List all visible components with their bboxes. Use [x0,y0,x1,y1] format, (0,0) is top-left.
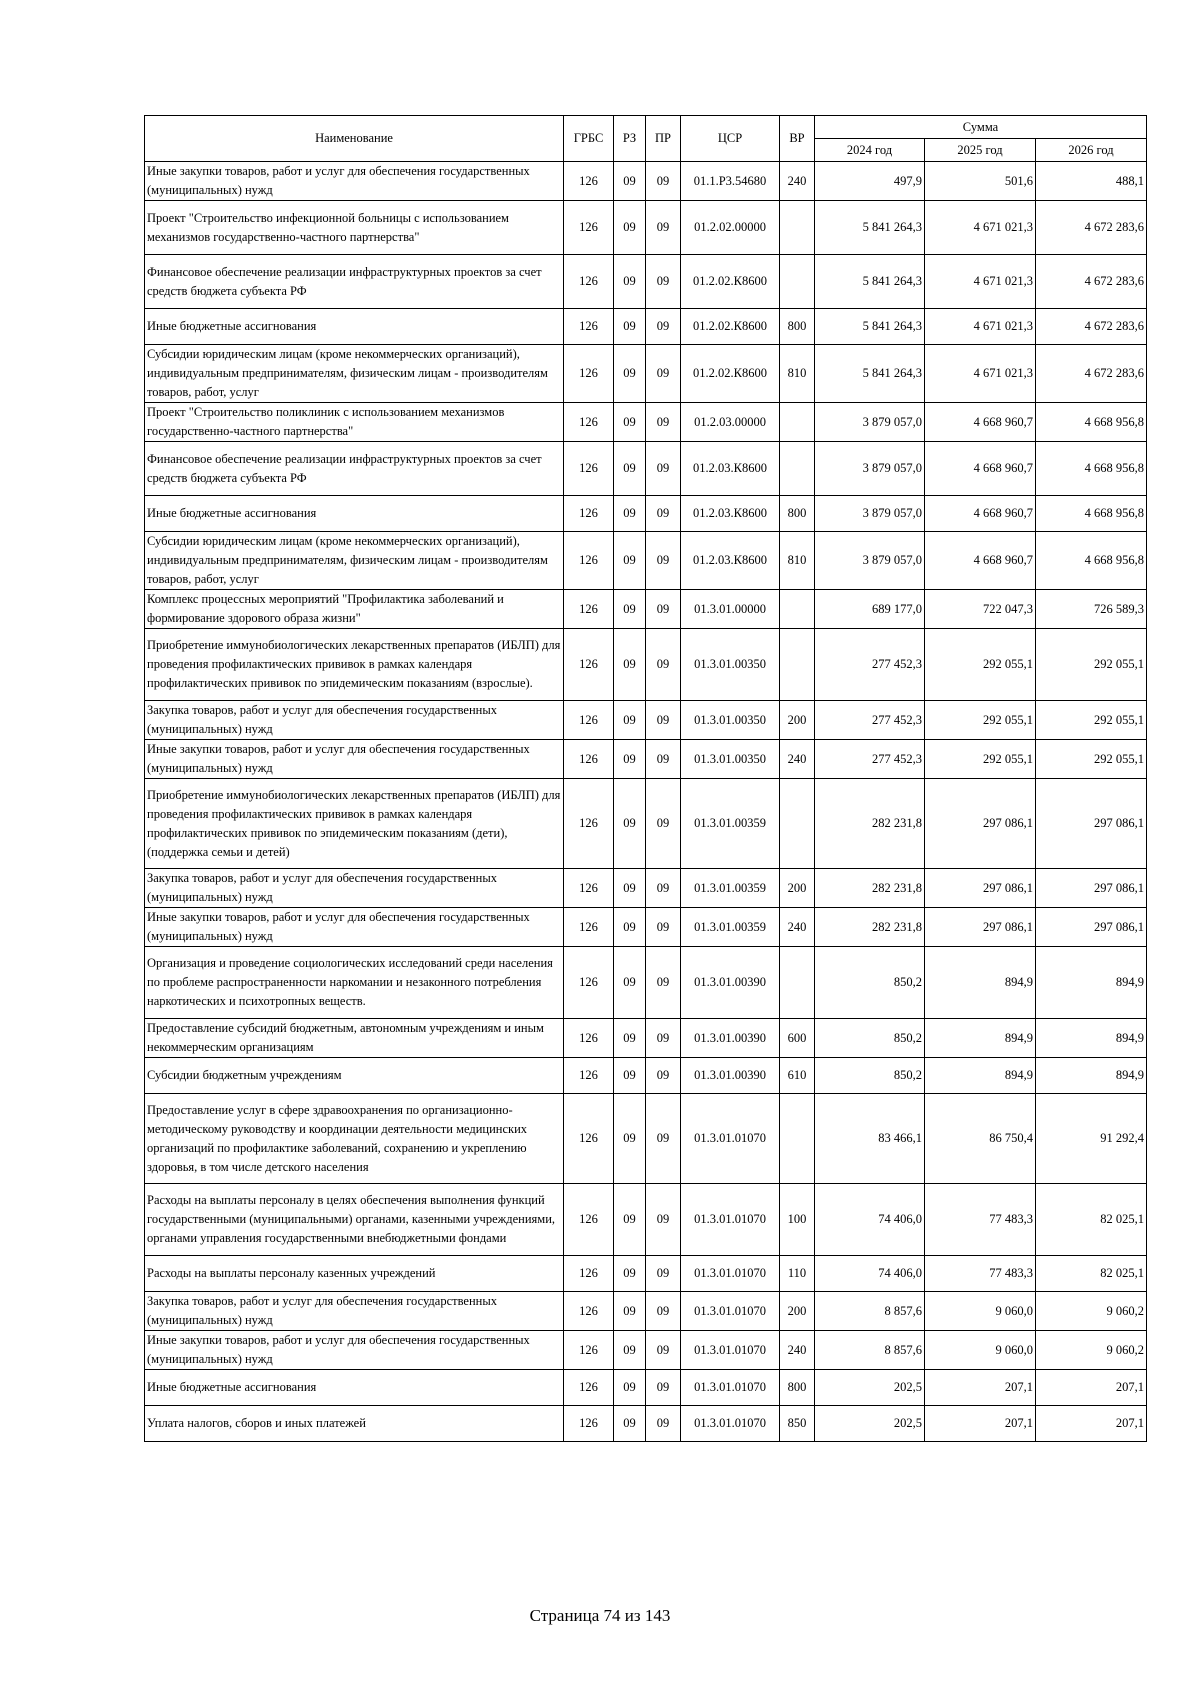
row-vr: 100 [780,1184,815,1256]
row-name: Закупка товаров, работ и услуг для обеспечения государственных (муниципальных) нужд [145,1292,564,1331]
row-csr: 01.3.01.00390 [681,1019,780,1058]
row-sum-2024: 3 879 057,0 [815,496,925,532]
row-grbs: 126 [564,1058,614,1094]
row-name: Финансовое обеспечение реализации инфраструктурных проектов за счет средств бюджета субъекта РФ [145,255,564,309]
row-vr [780,201,815,255]
header-year-2026: 2026 год [1036,139,1147,162]
row-sum-2024: 5 841 264,3 [815,345,925,403]
row-grbs: 126 [564,403,614,442]
row-sum-2024: 850,2 [815,947,925,1019]
row-sum-2025: 722 047,3 [925,590,1036,629]
table-header [145,116,1147,162]
row-name: Иные бюджетные ассигнования [145,1370,564,1406]
row-name: Иные закупки товаров, работ и услуг для обеспечения государственных (муниципальных) нужд [145,1331,564,1370]
row-sum-2025: 207,1 [925,1370,1036,1406]
row-sum-2026: 4 672 283,6 [1036,345,1147,403]
row-rz: 09 [614,162,646,201]
row-name: Иные закупки товаров, работ и услуг для обеспечения государственных (муниципальных) нужд [145,908,564,947]
row-vr [780,1094,815,1184]
row-grbs: 126 [564,1184,614,1256]
header-name: Наименование [145,116,564,162]
header-vr: ВР [780,116,815,162]
row-sum-2026: 4 672 283,6 [1036,255,1147,309]
row-rz: 09 [614,1058,646,1094]
row-rz: 09 [614,1370,646,1406]
row-pr: 09 [646,255,681,309]
row-sum-2025: 292 055,1 [925,629,1036,701]
row-sum-2025: 894,9 [925,1058,1036,1094]
row-csr: 01.3.01.01070 [681,1256,780,1292]
row-csr: 01.2.02.К8600 [681,345,780,403]
row-grbs: 126 [564,532,614,590]
row-pr: 09 [646,908,681,947]
row-rz: 09 [614,255,646,309]
row-csr: 01.2.02.К8600 [681,309,780,345]
budget-table [144,115,1147,1442]
row-vr: 110 [780,1256,815,1292]
row-sum-2024: 850,2 [815,1058,925,1094]
row-grbs: 126 [564,701,614,740]
table-row [145,403,1147,442]
row-grbs: 126 [564,947,614,1019]
row-vr [780,629,815,701]
row-name: Субсидии бюджетным учреждениям [145,1058,564,1094]
table-row [145,1058,1147,1094]
row-rz: 09 [614,403,646,442]
row-name: Иные бюджетные ассигнования [145,309,564,345]
row-sum-2025: 4 668 960,7 [925,442,1036,496]
row-name: Уплата налогов, сборов и иных платежей [145,1406,564,1442]
row-sum-2025: 501,6 [925,162,1036,201]
row-pr: 09 [646,779,681,869]
row-sum-2026: 82 025,1 [1036,1256,1147,1292]
row-name: Иные бюджетные ассигнования [145,496,564,532]
row-vr: 850 [780,1406,815,1442]
row-vr: 810 [780,532,815,590]
row-sum-2025: 297 086,1 [925,869,1036,908]
row-csr: 01.3.01.00350 [681,701,780,740]
row-vr: 200 [780,701,815,740]
row-pr: 09 [646,403,681,442]
row-pr: 09 [646,1292,681,1331]
row-sum-2025: 4 668 960,7 [925,532,1036,590]
row-pr: 09 [646,1094,681,1184]
row-csr: 01.2.02.К8600 [681,255,780,309]
row-sum-2024: 74 406,0 [815,1256,925,1292]
row-rz: 09 [614,1019,646,1058]
row-sum-2024: 277 452,3 [815,740,925,779]
table-row [145,590,1147,629]
row-sum-2024: 277 452,3 [815,629,925,701]
row-sum-2024: 3 879 057,0 [815,403,925,442]
table-row [145,740,1147,779]
table-row [145,629,1147,701]
row-csr: 01.3.01.00359 [681,869,780,908]
row-vr [780,590,815,629]
table-row [145,309,1147,345]
row-sum-2024: 689 177,0 [815,590,925,629]
row-sum-2025: 207,1 [925,1406,1036,1442]
row-name: Субсидии юридическим лицам (кроме некоммерческих организаций), индивидуальным предпринимателям, физическим лицам - производителям товаров, работ, услуг [145,345,564,403]
row-csr: 01.3.01.00000 [681,590,780,629]
row-rz: 09 [614,1292,646,1331]
row-pr: 09 [646,701,681,740]
row-pr: 09 [646,1256,681,1292]
row-pr: 09 [646,590,681,629]
row-rz: 09 [614,908,646,947]
row-sum-2026: 4 668 956,8 [1036,403,1147,442]
row-grbs: 126 [564,590,614,629]
row-sum-2026: 292 055,1 [1036,629,1147,701]
row-sum-2026: 297 086,1 [1036,908,1147,947]
row-name: Субсидии юридическим лицам (кроме некоммерческих организаций), индивидуальным предпринимателям, физическим лицам - производителям товаров, работ, услуг [145,532,564,590]
row-rz: 09 [614,701,646,740]
row-grbs: 126 [564,1019,614,1058]
row-grbs: 126 [564,779,614,869]
row-csr: 01.2.03.00000 [681,403,780,442]
row-sum-2026: 4 668 956,8 [1036,532,1147,590]
row-sum-2024: 5 841 264,3 [815,255,925,309]
row-vr [780,255,815,309]
row-sum-2026: 726 589,3 [1036,590,1147,629]
row-name: Приобретение иммунобиологических лекарственных препаратов (ИБЛП) для проведения профилактических прививок в рамках календаря профилактических прививок по эпидемическим показаниям (дети), (поддержка семьи и детей) [145,779,564,869]
row-sum-2026: 4 672 283,6 [1036,309,1147,345]
row-sum-2026: 4 668 956,8 [1036,442,1147,496]
row-sum-2025: 4 668 960,7 [925,403,1036,442]
row-csr: 01.3.01.00350 [681,740,780,779]
row-vr: 600 [780,1019,815,1058]
row-csr: 01.3.01.00390 [681,1058,780,1094]
row-sum-2025: 4 668 960,7 [925,496,1036,532]
table-row [145,255,1147,309]
row-csr: 01.2.03.К8600 [681,496,780,532]
row-sum-2025: 77 483,3 [925,1184,1036,1256]
row-vr: 800 [780,1370,815,1406]
row-rz: 09 [614,309,646,345]
row-name: Закупка товаров, работ и услуг для обеспечения государственных (муниципальных) нужд [145,869,564,908]
row-pr: 09 [646,442,681,496]
row-csr: 01.3.01.00359 [681,779,780,869]
table-row [145,1292,1147,1331]
row-csr: 01.3.01.01070 [681,1370,780,1406]
row-name: Предоставление субсидий бюджетным, автономным учреждениям и иным некоммерческим организациям [145,1019,564,1058]
row-csr: 01.3.01.00390 [681,947,780,1019]
row-sum-2026: 207,1 [1036,1406,1147,1442]
row-sum-2025: 4 671 021,3 [925,201,1036,255]
row-csr: 01.3.01.01070 [681,1292,780,1331]
row-rz: 09 [614,345,646,403]
row-sum-2026: 91 292,4 [1036,1094,1147,1184]
row-name: Комплекс процессных мероприятий "Профилактика заболеваний и формирование здорового образа жизни" [145,590,564,629]
row-vr: 800 [780,496,815,532]
row-grbs: 126 [564,1256,614,1292]
table-row [145,442,1147,496]
row-pr: 09 [646,162,681,201]
row-csr: 01.3.01.01070 [681,1184,780,1256]
row-pr: 09 [646,309,681,345]
row-rz: 09 [614,869,646,908]
table-row [145,1184,1147,1256]
table-row [145,532,1147,590]
row-sum-2024: 8 857,6 [815,1331,925,1370]
row-grbs: 126 [564,345,614,403]
row-sum-2025: 292 055,1 [925,740,1036,779]
row-sum-2025: 894,9 [925,947,1036,1019]
row-rz: 09 [614,1256,646,1292]
row-sum-2025: 297 086,1 [925,779,1036,869]
row-csr: 01.3.01.01070 [681,1406,780,1442]
row-sum-2025: 77 483,3 [925,1256,1036,1292]
row-sum-2025: 292 055,1 [925,701,1036,740]
row-pr: 09 [646,869,681,908]
row-name: Расходы на выплаты персоналу в целях обеспечения выполнения функций государственными (муниципальными) органами, казенными учреждениями, органами управления государственными внебюджетными фондами [145,1184,564,1256]
row-name: Расходы на выплаты персоналу казенных учреждений [145,1256,564,1292]
row-grbs: 126 [564,1292,614,1331]
row-grbs: 126 [564,869,614,908]
table-row [145,162,1147,201]
row-name: Иные закупки товаров, работ и услуг для обеспечения государственных (муниципальных) нужд [145,162,564,201]
table-row [145,1406,1147,1442]
row-sum-2024: 850,2 [815,1019,925,1058]
row-pr: 09 [646,1406,681,1442]
header-sum: Сумма [815,116,1147,139]
row-rz: 09 [614,629,646,701]
row-rz: 09 [614,779,646,869]
row-sum-2024: 5 841 264,3 [815,309,925,345]
row-csr: 01.3.01.01070 [681,1094,780,1184]
row-vr: 240 [780,162,815,201]
row-pr: 09 [646,1331,681,1370]
row-sum-2026: 4 672 283,6 [1036,201,1147,255]
row-grbs: 126 [564,442,614,496]
row-vr: 240 [780,740,815,779]
row-grbs: 126 [564,1094,614,1184]
row-rz: 09 [614,740,646,779]
table-row [145,1256,1147,1292]
row-grbs: 126 [564,629,614,701]
row-pr: 09 [646,345,681,403]
row-pr: 09 [646,496,681,532]
row-sum-2026: 82 025,1 [1036,1184,1147,1256]
header-grbs: ГРБС [564,116,614,162]
row-sum-2024: 3 879 057,0 [815,532,925,590]
row-vr [780,403,815,442]
row-grbs: 126 [564,1370,614,1406]
row-grbs: 126 [564,1331,614,1370]
row-csr: 01.2.02.00000 [681,201,780,255]
table-body [145,162,1147,1442]
row-csr: 01.3.01.01070 [681,1331,780,1370]
row-rz: 09 [614,1094,646,1184]
row-grbs: 126 [564,496,614,532]
row-csr: 01.1.Р3.54680 [681,162,780,201]
row-sum-2024: 202,5 [815,1370,925,1406]
row-pr: 09 [646,629,681,701]
row-vr: 800 [780,309,815,345]
row-csr: 01.2.03.К8600 [681,532,780,590]
table-row [145,908,1147,947]
row-grbs: 126 [564,201,614,255]
table-row [145,1094,1147,1184]
table-row [145,1019,1147,1058]
table-row [145,869,1147,908]
row-grbs: 126 [564,908,614,947]
table-row [145,779,1147,869]
row-sum-2026: 894,9 [1036,1019,1147,1058]
row-name: Предоставление услуг в сфере здравоохранения по организационно-методическому руководству и координации деятельности медицинских организаций по профилактике заболеваний, сохранению и укреплению здоровья, в том числе детского населения [145,1094,564,1184]
row-name: Закупка товаров, работ и услуг для обеспечения государственных (муниципальных) нужд [145,701,564,740]
row-rz: 09 [614,532,646,590]
row-pr: 09 [646,532,681,590]
header-csr: ЦСР [681,116,780,162]
row-vr [780,442,815,496]
header-pr: ПР [646,116,681,162]
row-vr: 200 [780,1292,815,1331]
row-vr [780,779,815,869]
row-vr: 200 [780,869,815,908]
row-rz: 09 [614,1331,646,1370]
row-sum-2024: 8 857,6 [815,1292,925,1331]
table-row [145,201,1147,255]
row-sum-2024: 202,5 [815,1406,925,1442]
row-vr: 610 [780,1058,815,1094]
row-pr: 09 [646,1184,681,1256]
row-name: Проект "Строительство инфекционной больницы с использованием механизмов государственно-частного партнерства" [145,201,564,255]
row-rz: 09 [614,201,646,255]
row-sum-2025: 4 671 021,3 [925,309,1036,345]
row-sum-2025: 297 086,1 [925,908,1036,947]
table-row [145,1370,1147,1406]
row-sum-2024: 74 406,0 [815,1184,925,1256]
row-sum-2025: 894,9 [925,1019,1036,1058]
row-csr: 01.3.01.00359 [681,908,780,947]
row-vr [780,947,815,1019]
row-pr: 09 [646,947,681,1019]
row-sum-2024: 83 466,1 [815,1094,925,1184]
row-sum-2025: 86 750,4 [925,1094,1036,1184]
row-pr: 09 [646,1370,681,1406]
row-sum-2026: 894,9 [1036,1058,1147,1094]
row-sum-2026: 894,9 [1036,947,1147,1019]
row-name: Проект "Строительство поликлиник с использованием механизмов государственно-частного партнерства" [145,403,564,442]
row-sum-2026: 207,1 [1036,1370,1147,1406]
row-sum-2025: 4 671 021,3 [925,255,1036,309]
row-sum-2025: 4 671 021,3 [925,345,1036,403]
row-csr: 01.3.01.00350 [681,629,780,701]
row-pr: 09 [646,201,681,255]
table-row [145,701,1147,740]
row-sum-2025: 9 060,0 [925,1331,1036,1370]
row-name: Приобретение иммунобиологических лекарственных препаратов (ИБЛП) для проведения профилактических прививок в рамках календаря профилактических прививок по эпидемическим показаниям (взрослые). [145,629,564,701]
table-row [145,1331,1147,1370]
row-rz: 09 [614,590,646,629]
table-row [145,947,1147,1019]
row-sum-2026: 9 060,2 [1036,1331,1147,1370]
row-sum-2024: 282 231,8 [815,779,925,869]
table-row [145,345,1147,403]
row-grbs: 126 [564,255,614,309]
row-vr: 240 [780,908,815,947]
row-grbs: 126 [564,740,614,779]
row-sum-2026: 292 055,1 [1036,701,1147,740]
row-name: Иные закупки товаров, работ и услуг для обеспечения государственных (муниципальных) нужд [145,740,564,779]
row-pr: 09 [646,740,681,779]
row-sum-2024: 277 452,3 [815,701,925,740]
row-rz: 09 [614,496,646,532]
page-number: Страница 74 из 143 [529,1606,671,1625]
row-sum-2024: 282 231,8 [815,869,925,908]
row-grbs: 126 [564,1406,614,1442]
header-year-2024: 2024 год [815,139,925,162]
row-sum-2026: 488,1 [1036,162,1147,201]
row-sum-2024: 282 231,8 [815,908,925,947]
row-grbs: 126 [564,162,614,201]
row-sum-2026: 4 668 956,8 [1036,496,1147,532]
row-pr: 09 [646,1019,681,1058]
row-sum-2026: 297 086,1 [1036,869,1147,908]
row-sum-2026: 9 060,2 [1036,1292,1147,1331]
row-name: Финансовое обеспечение реализации инфраструктурных проектов за счет средств бюджета субъекта РФ [145,442,564,496]
row-grbs: 126 [564,309,614,345]
row-sum-2024: 5 841 264,3 [815,201,925,255]
row-rz: 09 [614,1406,646,1442]
row-sum-2026: 292 055,1 [1036,740,1147,779]
row-vr: 810 [780,345,815,403]
row-pr: 09 [646,1058,681,1094]
header-rz: РЗ [614,116,646,162]
row-vr: 240 [780,1331,815,1370]
row-rz: 09 [614,442,646,496]
row-rz: 09 [614,947,646,1019]
row-sum-2025: 9 060,0 [925,1292,1036,1331]
row-rz: 09 [614,1184,646,1256]
row-csr: 01.2.03.К8600 [681,442,780,496]
header-year-2025: 2025 год [925,139,1036,162]
row-sum-2024: 497,9 [815,162,925,201]
row-sum-2024: 3 879 057,0 [815,442,925,496]
row-name: Организация и проведение социологических исследований среди населения по проблеме распространенности наркомании и незаконного потребления наркотических и психотропных веществ. [145,947,564,1019]
row-sum-2026: 297 086,1 [1036,779,1147,869]
table-row [145,496,1147,532]
